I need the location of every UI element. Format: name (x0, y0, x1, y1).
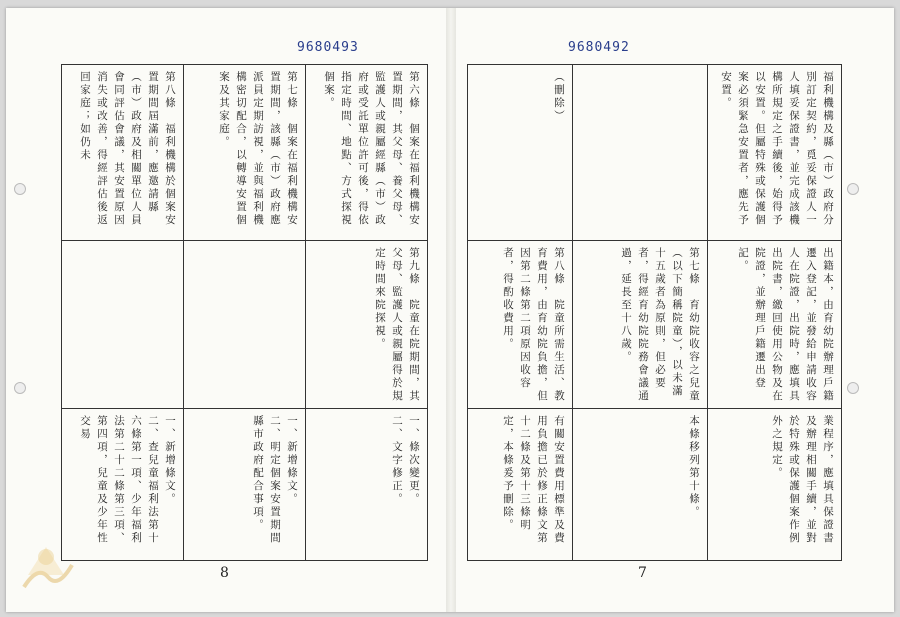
left-r2-c2 (184, 241, 306, 409)
right-page-number: 7 (638, 565, 647, 581)
right-r3-c3: 有關安置費用標準及費用負擔已於修正條文第十二條及第十三條明定，本條爰予刪除。 (468, 409, 573, 561)
left-r1-c2: 第七條 個案在福利機構安置期間，該縣（市）政府應派員定期訪視，並與福利機構密切配合，以轉導安置個案及其家庭。 (184, 65, 306, 241)
left-doc-number: 9680493 (297, 40, 359, 55)
right-r1-c1: 福利機構及縣（市）政府分別訂定契約，覓妥保證人一人填妥保證書，並完成該機構所規定之手續後，始得予以安置。但屬特殊或保護個案必須緊急安置者，應先予安置。 (708, 65, 842, 241)
right-page-table (467, 64, 842, 561)
left-r1-c1: 第六條 個案在福利機構安置期間，其父母、養父母、監護人或親屬經縣（市）政府或受託單位許可後，得依指定時間、地點、方式探視個案。 (306, 65, 428, 241)
left-r3-c1: 一、條次變更。 二、文字修正。 (306, 409, 428, 561)
binder-hole-left-top (14, 183, 26, 195)
page-gutter (446, 8, 456, 612)
left-r3-c3: 一、新增條文。 二、查兒童福利法第十六條第一項、少年福利法第二十二條第三項、第四項，兒童及少年性交易 (62, 409, 184, 561)
binder-hole-right-top (847, 183, 859, 195)
left-page-number: 8 (220, 565, 229, 581)
table-row (468, 409, 842, 561)
library-watermark-logo (18, 525, 76, 595)
table-row (468, 241, 842, 409)
left-r2-c3 (62, 241, 184, 409)
right-r2-c2: 第七條 育幼院收容之兒童（以下簡稱院童），以未滿十五歲者為原則，但必要者，得經育幼院院務會議通過，延長至十八歲。 (573, 241, 708, 409)
right-r3-c1: 業程序，應填具保證書及辦理相關手續，並對於特殊或保護個案作例外之規定。 (708, 409, 842, 561)
left-r2-c1: 第九條 院童在院期間，其父母、監護人或親屬得於規定時間來院探視。 (306, 241, 428, 409)
right-r2-c3: 第八條 院童所需生活、教育費用，由育幼院負擔，但因第二條第二項原因收容者，得酌收費用。 (468, 241, 573, 409)
table-row (62, 65, 428, 241)
left-page-table (61, 64, 428, 561)
left-r1-c3: 第八條 福利機構於個案安置期間屆滿前，應邀請縣（市）政府及相關單位人員會同評估會議，其安置原因消失或改善，得經評估後返回家庭；如仍未 (62, 65, 184, 241)
table-row (62, 409, 428, 561)
right-r3-c2: 本條移列第十條。 (573, 409, 708, 561)
table-row (468, 65, 842, 241)
right-r1-c3: （刪除） (468, 65, 573, 241)
binder-hole-left-bottom (14, 382, 26, 394)
binder-hole-right-bottom (847, 382, 859, 394)
table-row (62, 241, 428, 409)
left-r3-c2: 一、新增條文。 二、明定個案安置期間縣市政府配合事項。 (184, 409, 306, 561)
right-doc-number: 9680492 (568, 40, 630, 55)
right-r1-c2 (573, 65, 708, 241)
right-r2-c1: 出籍本，由育幼院辦理戶籍遷入登記，並發給申請收容人在院證，出院時，應填具出院書，繳回使用公物及在院證，並辦理戶籍遷出登記。 (708, 241, 842, 409)
